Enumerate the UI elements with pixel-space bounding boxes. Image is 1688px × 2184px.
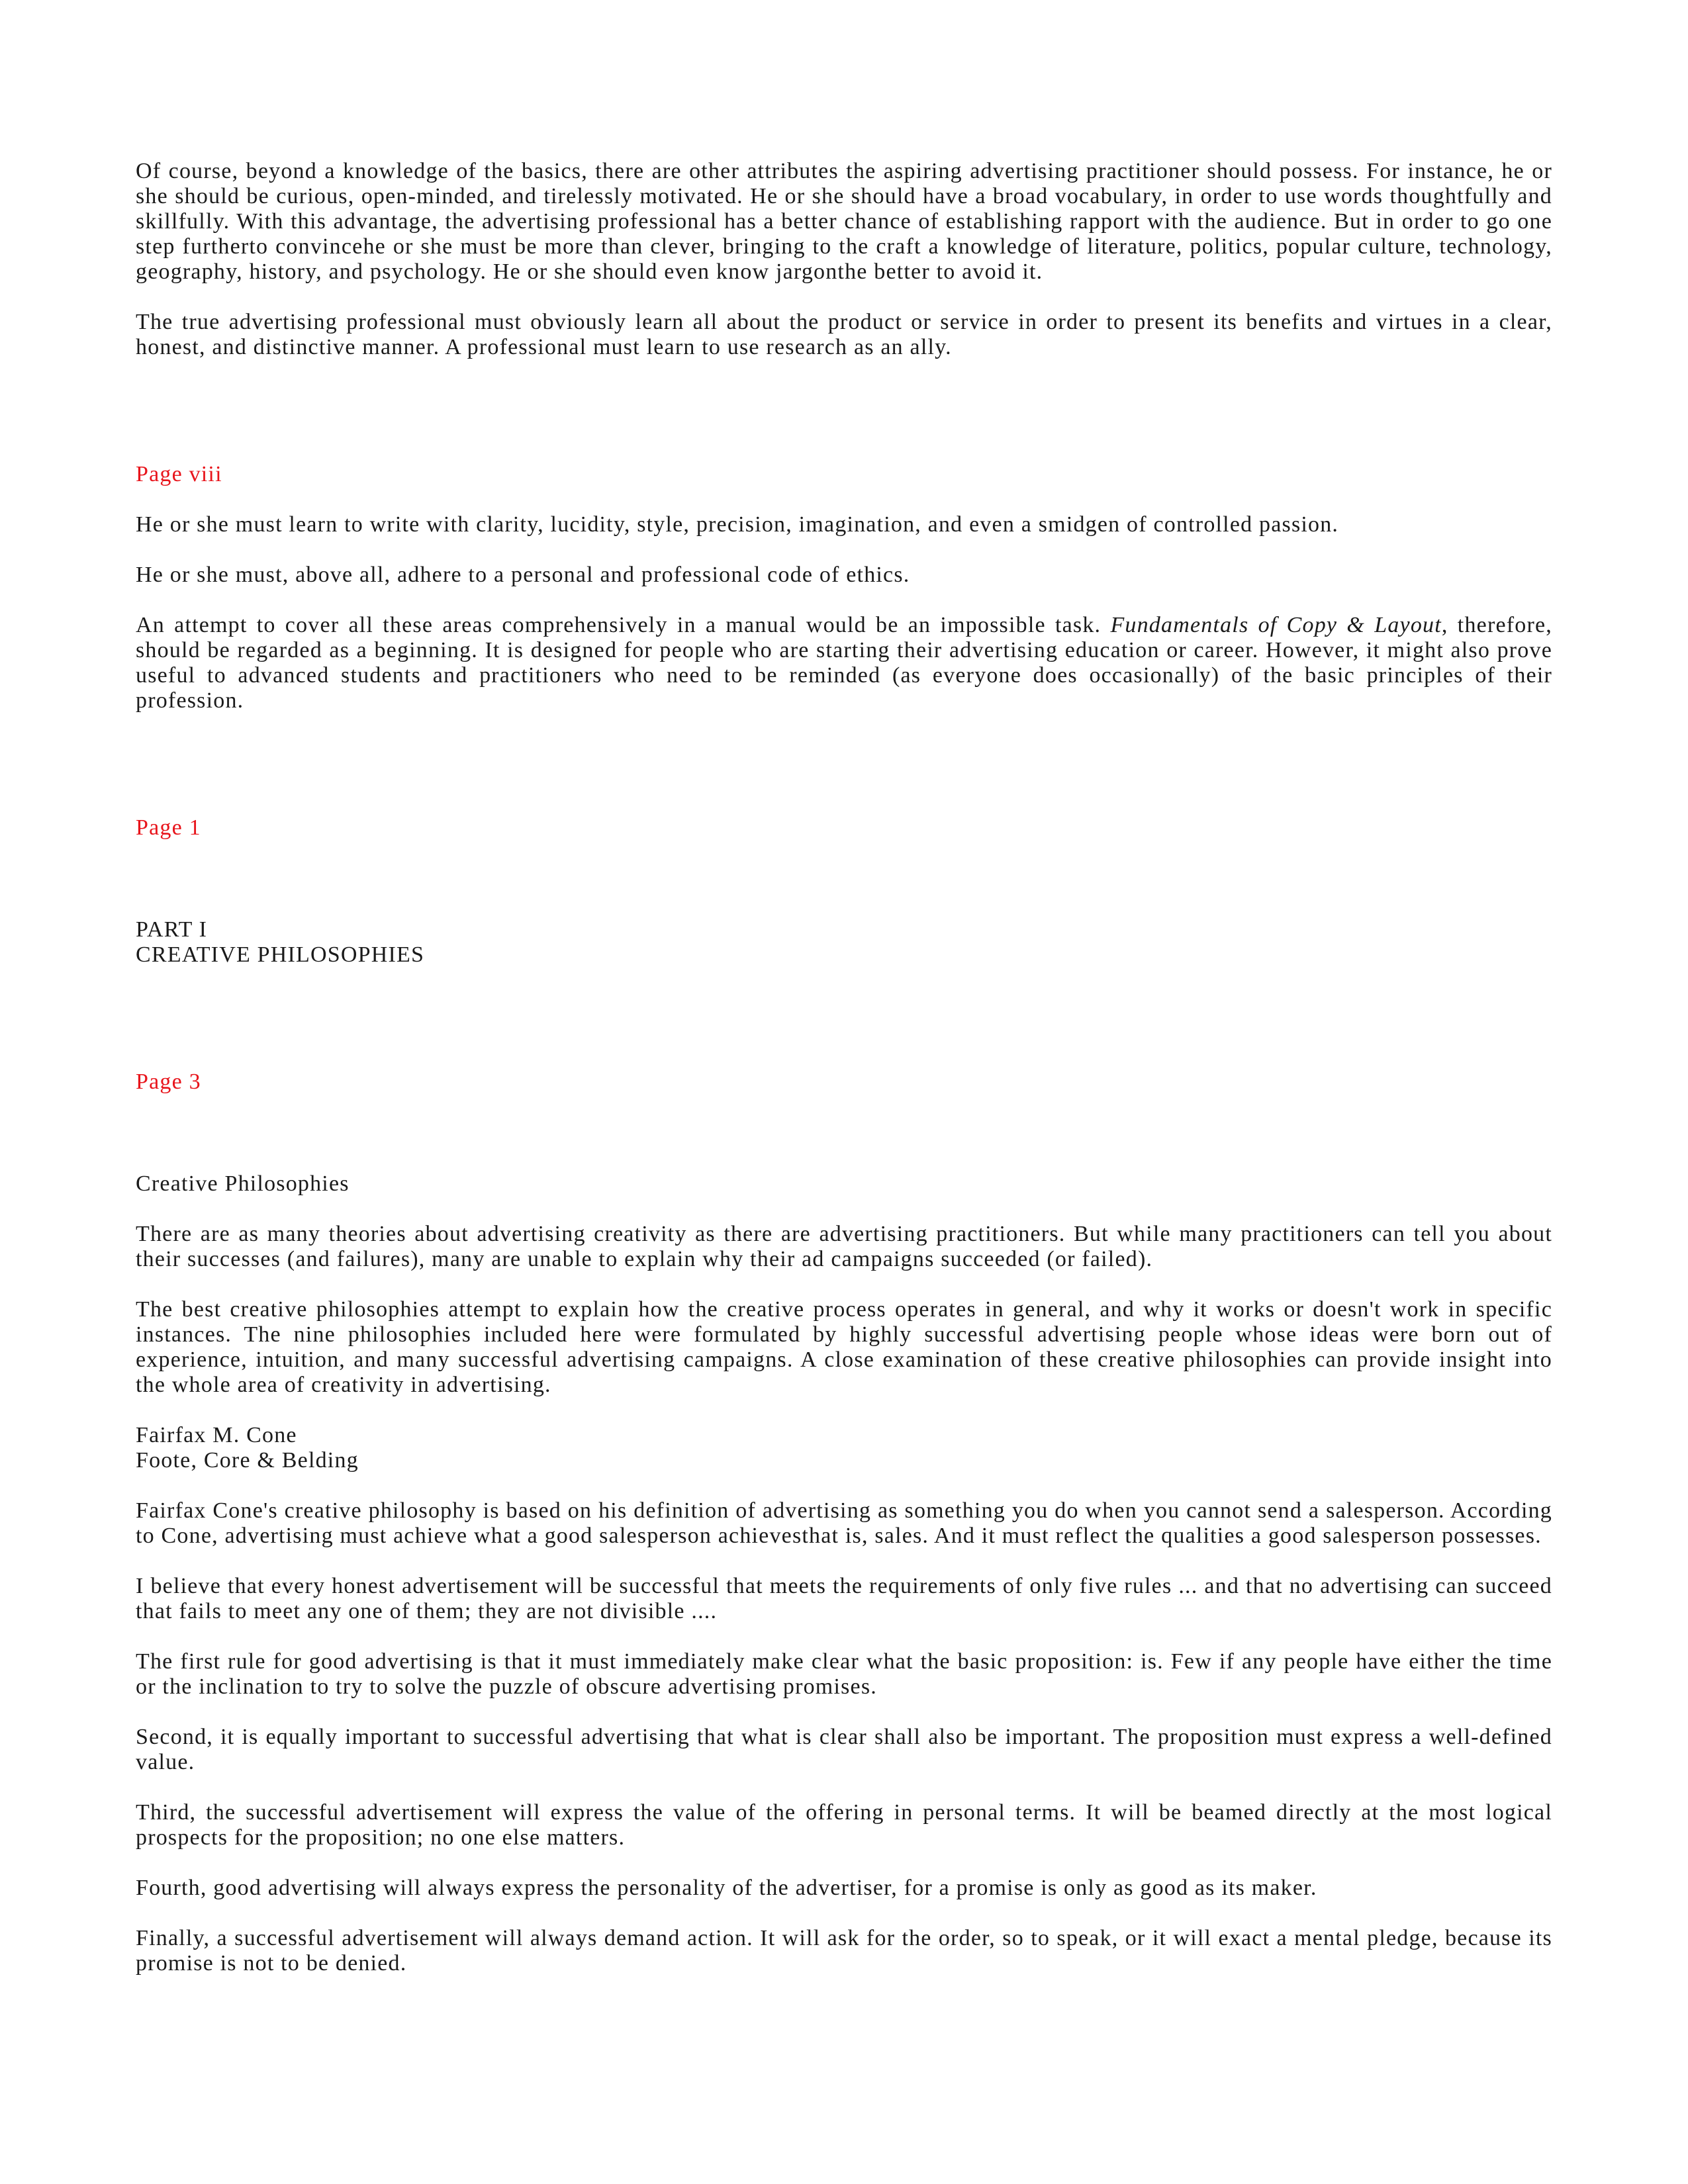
paragraph-ethics: He or she must, above all, adhere to a personal and professional code of ethics. <box>136 563 910 587</box>
spacer <box>136 385 1552 462</box>
paragraph-rule-third: Third, the successful advertisement will express the value of the offering in personal terms. It will be beamed directly at the most logical prospects for the proposition; no one else matters. <box>136 1800 1552 1850</box>
part-number: PART I <box>136 917 208 942</box>
manual-text-after: , therefore, should be regarded as a beginning. It is designed for people who are starting their advertising education or career. However, it might also prove useful to advanced students and practitioners who need to be reminded (as everyone does occasionally) of the basic principles of their profession. <box>136 613 1552 713</box>
paragraph-rule-second: Second, it is equally important to successful advertising that what is clear shall also be important. The proposition must express a well-defined value. <box>136 1725 1552 1774</box>
paragraph-theories: There are as many theories about advertising creativity as there are advertising practitioners. But while many practitioners can tell you about their successes (and failures), many are unable to explain why their ad campaigns succeeded (or failed). <box>136 1222 1552 1271</box>
paragraph-rule-fourth: Fourth, good advertising will always express the personality of the advertiser, for a promise is only as good as its maker. <box>136 1876 1317 1900</box>
page-marker-viii: Page viii <box>136 462 222 486</box>
page-marker-1: Page 1 <box>136 815 201 840</box>
paragraph-best-philosophies: The best creative philosophies attempt to explain how the creative process operates in general, and why it works or doesn't work in specific instances. The nine philosophies included here were formulated by highly successful advertising people whose ideas were born out of experience, intuition, and many successful advertising campaigns. A close examination of these creative philosophies can provide insight into the whole area of creativity in advertising. <box>136 1297 1552 1397</box>
paragraph-write-clarity: He or she must learn to write with clarity, lucidity, style, precision, imagination, and even a smidgen of controlled passion. <box>136 512 1339 537</box>
paragraph-research-ally: The true advertising professional must obviously learn all about the product or service in order to present its benefits and virtues in a clear, honest, and distinctive manner. A professional must learn to use research as an ally. <box>136 310 1552 359</box>
paragraph-rule-finally: Finally, a successful advertisement will always demand action. It will ask for the order, so to speak, or it will exact a mental pledge, because its promise is not to be denied. <box>136 1926 1552 1976</box>
book-title: Fundamentals of Copy & Layout <box>1110 613 1442 637</box>
paragraph-five-rules: I believe that every honest advertisement will be successful that meets the requirements of only five rules ... and that no advertising can succeed that fails to meet any one of them; they are not divisible .... <box>136 1574 1552 1623</box>
person-agency: Foote, Core & Belding <box>136 1448 359 1473</box>
paragraph-cone-philosophy: Fairfax Cone's creative philosophy is based on his definition of advertising as something you do when you cannot send a salesperson. According to Cone, advertising must achieve what a good salesperson achievesthat is, sales. And it must reflect the qualities a good salesperson possesses. <box>136 1498 1552 1548</box>
document-page <box>136 159 1552 2001</box>
page-marker-3: Page 3 <box>136 1069 201 1094</box>
spacer <box>136 739 1552 815</box>
paragraph-attributes: Of course, beyond a knowledge of the basics, there are other attributes the aspiring advertising practitioner should possess. For instance, he or she should be curious, open-minded, and tirelessly motivated. He or she should have a broad vocabulary, in order to use words thoughtfully and skillfully. With this advantage, the advertising professional has a better chance of establishing rapport with the audience. But in order to go one step furtherto convincehe or she must be more than clever, bringing to the craft a knowledge of literature, politics, popular culture, technology, geography, history, and psychology. He or she should even know jargonthe better to avoid it. <box>136 159 1552 284</box>
part-heading <box>136 917 1552 968</box>
spacer <box>136 993 1552 1069</box>
section-heading: Creative Philosophies <box>136 1171 350 1196</box>
paragraph-rule-first: The first rule for good advertising is that it must immediately make clear what the basic proposition: is. Few if any people have either the time or the inclination to try to solve the puzzle of obscure advertising promises. <box>136 1649 1552 1699</box>
person-name: Fairfax M. Cone <box>136 1423 297 1447</box>
part-title: CREATIVE PHILOSOPHIES <box>136 942 425 967</box>
paragraph-manual-purpose <box>136 613 1552 713</box>
person-block <box>136 1423 1552 1473</box>
manual-text-before: An attempt to cover all these areas comprehensively in a manual would be an impossible task. <box>136 613 1111 637</box>
